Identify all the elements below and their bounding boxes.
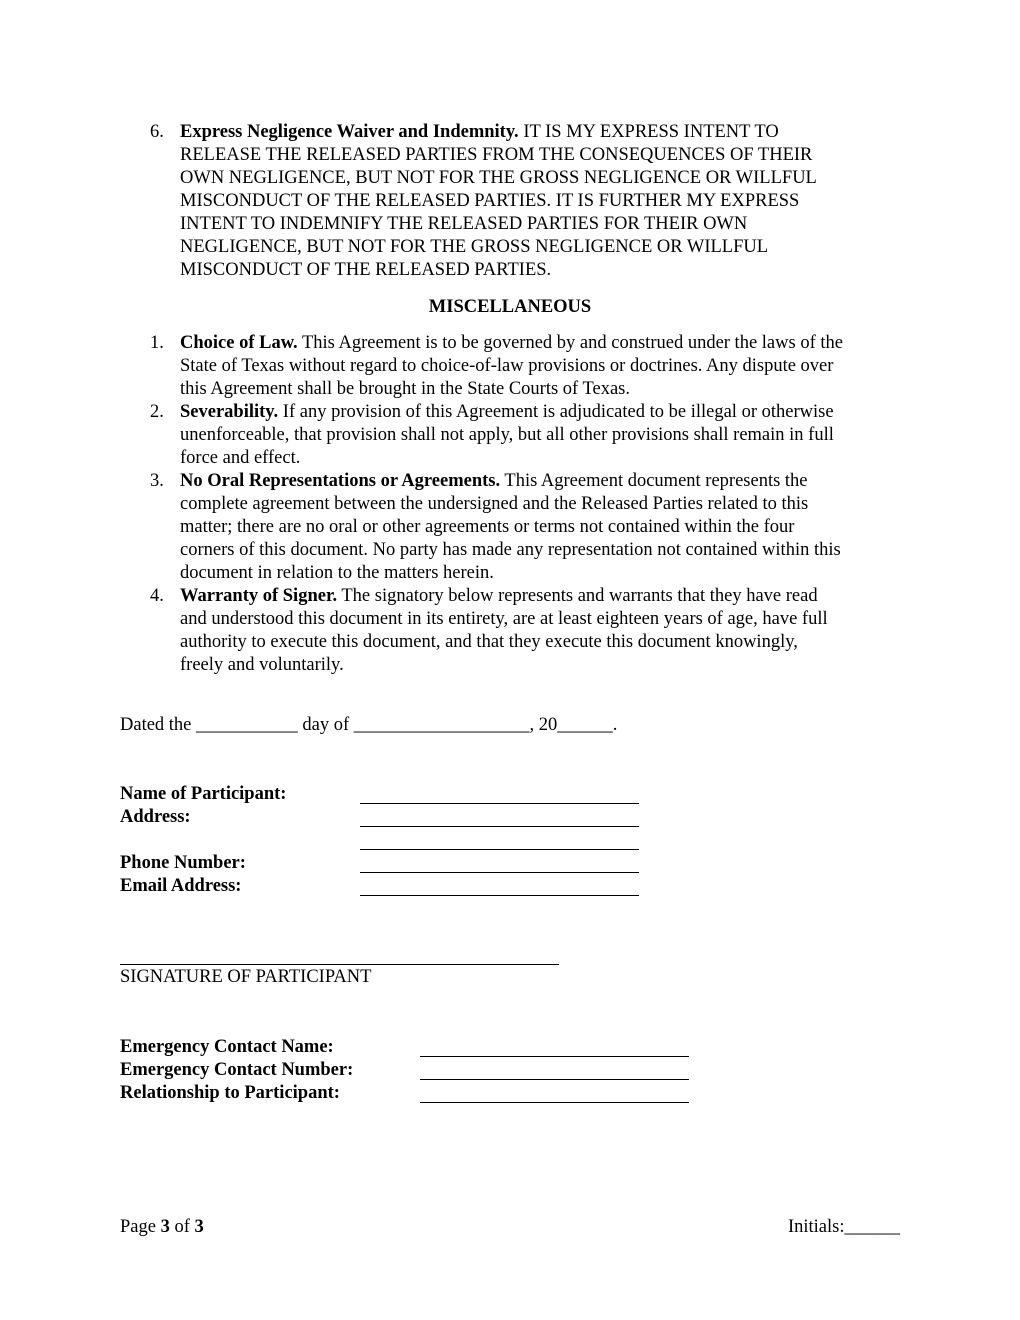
misc-item-text: The signatory below represents and warrants that they have read [337,586,818,606]
misc-item-title: Warranty of Signer. [180,586,338,606]
phone-number-field[interactable] [360,872,639,873]
misc-item-line: matter; there are no oral or other agreements or terms not contained within the four [180,517,795,537]
emergency-contact-name-label: Emergency Contact Name: [120,1037,334,1057]
misc-item-number: 1. [150,333,164,353]
misc-item-line: complete agreement between the undersigned and the Released Parties related to this [180,494,809,514]
misc-item-line: authority to execute this document, and that they execute this document knowingly, [180,632,798,652]
section-6-line-6: NEGLIGENCE, BUT NOT FOR THE GROSS NEGLIGENCE OR WILLFUL [180,237,769,257]
misc-item-line: document in relation to the matters herein. [180,563,494,583]
section-6-line-5: INTENT TO INDEMNIFY THE RELEASED PARTIES FOR THEIR OWN [180,214,748,234]
section-6-number: 6. [150,122,164,142]
dated-line[interactable]: Dated the ___________ day of ___________________, 20______. [120,715,618,735]
section-6-text: IT IS MY EXPRESS INTENT TO [518,122,779,142]
misc-item-number: 3. [150,471,164,491]
section-6-line-2: RELEASE THE RELEASED PARTIES FROM THE CONSEQUENCES OF THEIR [180,145,813,165]
signature-line[interactable] [120,964,559,965]
email-address-label: Email Address: [120,876,242,896]
page-total: 3 [194,1217,204,1237]
misc-item-text: If any provision of this Agreement is adjudicated to be illegal or otherwise [278,402,834,422]
initials-field[interactable]: Initials:______ [787,1217,900,1237]
misc-item-line: corners of this document. No party has made any representation not contained within this [180,540,841,560]
misc-item-line [180,585,818,608]
emergency-contact-number-field[interactable] [420,1079,689,1080]
page-of: of [169,1217,195,1237]
signature-label: SIGNATURE OF PARTICIPANT [120,967,372,987]
page-number [120,1216,204,1239]
misc-item-number: 2. [150,402,164,422]
misc-item-line: and understood this document in its entirety, are at least eighteen years of age, have full [180,609,828,629]
misc-item-text: This Agreement document represents the [500,471,808,491]
misc-item-line: freely and voluntarily. [180,655,344,675]
misc-item-line [180,332,843,355]
name-of-participant-field[interactable] [360,803,639,804]
relationship-label: Relationship to Participant: [120,1083,340,1103]
misc-item-title: Severability. [180,402,279,422]
miscellaneous-heading: MISCELLANEOUS [428,297,592,317]
section-6-line-1 [180,121,779,144]
misc-item-line: force and effect. [180,448,301,468]
section-6-title: Express Negligence Waiver and Indemnity. [180,122,519,142]
misc-item-line [180,401,834,424]
section-6-line-4: MISCONDUCT OF THE RELEASED PARTIES. IT IS FURTHER MY EXPRESS [180,191,800,211]
section-6-line-3: OWN NEGLIGENCE, BUT NOT FOR THE GROSS NEGLIGENCE OR WILLFUL [180,168,817,188]
email-address-field[interactable] [360,895,639,896]
emergency-contact-name-field[interactable] [420,1056,689,1057]
misc-item-text: This Agreement is to be governed by and construed under the laws of the [297,333,843,353]
phone-number-label: Phone Number: [120,853,246,873]
misc-item-line: unenforceable, that provision shall not apply, but all other provisions shall remain in full [180,425,834,445]
address-field-line-2[interactable] [360,849,639,850]
section-6-line-7: MISCONDUCT OF THE RELEASED PARTIES. [180,260,552,280]
page-prefix: Page [120,1217,161,1237]
misc-item-title: No Oral Representations or Agreements. [180,471,501,491]
misc-item-line: State of Texas without regard to choice-of-law provisions or doctrines. Any dispute over [180,356,834,376]
misc-item-line [180,470,808,493]
address-label: Address: [120,807,191,827]
page-current: 3 [160,1217,170,1237]
misc-item-number: 4. [150,586,164,606]
misc-item-line: this Agreement shall be brought in the State Courts of Texas. [180,379,630,399]
relationship-field[interactable] [420,1102,689,1103]
address-field-line-1[interactable] [360,826,639,827]
emergency-contact-number-label: Emergency Contact Number: [120,1060,354,1080]
name-of-participant-label: Name of Participant: [120,784,287,804]
misc-item-title: Choice of Law. [180,333,298,353]
